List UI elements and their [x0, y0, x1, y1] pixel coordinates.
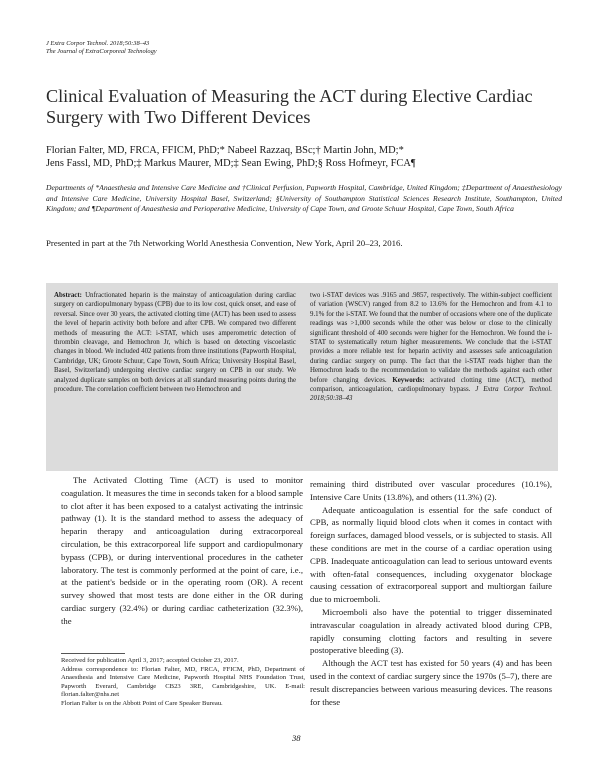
keywords-text: activated clotting time (ACT), method comparison, anticoagulation, cardiopulmonary bypass. [310, 376, 552, 394]
authors-line-1: Florian Falter, MD, FRCA, FFICM, PhD;* Nabeel Razzaq, BSc;† Martin John, MD;* [46, 145, 404, 156]
footnote-divider [61, 653, 125, 654]
authors-line-2: Jens Fassl, MD, PhD;‡ Markus Maurer, MD;‡ Sean Ewing, PhD;§ Ross Hofmeyr, FCA¶ [46, 158, 416, 170]
abstract-right-column [310, 291, 552, 404]
disclosure-line: Florian Falter is on the Abbott Point of Care Speaker Bureau. [61, 699, 223, 707]
body-paragraph-act-history: Although the ACT test has existed for 50 years (4) and has been used in the context of cardiac surgery since the 1970s (5–7), there are result discrepancies between various measuring devices. The reasons for these [310, 658, 552, 707]
intro-paragraph: The Activated Clotting Time (ACT) is used to monitor coagulation. It measures the time in seconds taken for a blood sample to clot after it has been exposed to a catalyst activating the intrinsic pathway (1). It is the standard method to assess the adequacy of heparin therapy and anticoagulation during extracorporeal circulation, be this extracorporeal life support and cardiopulmonary bypass (CPB), or during interventional procedures in the catheter laboratory. The test is commonly performed at the point of care, i.e., at the patient's bedside or in the operating room (OR). A recent survey showed that most tests are done either in the OR during cardiac surgery (32.4%) or during cardiac catheterization (32.3%), the [61, 475, 303, 626]
journal-citation: J Extra Corpor Technol. 2018;50:38–43 [46, 40, 150, 47]
page-number: 38 [292, 733, 301, 743]
correspondence-line: Address correspondence to: Florian Falter, MD, FRCA, FFICM, PhD, Department of Anaesthesia and Intensive Care Medicine, Papworth Hospital NHS Foundation Trust, Papworth Everard, Cambridge CB23 3RE, Cambridgeshire, UK. E-mail: florian.falter@nhs.net [61, 665, 305, 699]
abstract-left-text: Unfractionated heparin is the mainstay of anticoagulation during cardiac surgery on cardiopulmonary bypass (CPB) due to its low cost, quick onset, and ease of reversal. Since over 30 years, the activated clotting time (ACT) has been used to assess the level of heparin activity both before and after CPB. We compared two different methods of measuring the ACT: i-STAT, which uses amperometric detection of thrombin cleavage, and Hemochron Jr, which is based on detecting viscoelastic changes in blood. We included 402 patients from three institutions (Papworth Hospital, Cambridge, UK; Groote Schuur, Cape Town, South Africa; University Hospital Basel, Basel, Switzerland) undergoing elective cardiac surgery on CPB in our study. We analyzed duplicate samples on both devices at all standard measuring points during the procedure. The correlation coefficient between two Hemochron and [54, 292, 296, 394]
received-line: Received for publication April 3, 2017; accepted October 23, 2017. [61, 657, 239, 664]
affiliations: Departments of *Anaesthesia and Intensive Care Medicine and †Clinical Perfusion, Papworth Hospital, Cambridge, United Kingdom; ‡Department of Anaesthesiology and Intensive Care Medicine, University Hospital Basel, Switzerland; §University of Southampton Statistical Sciences Research Institute, Southampton, United Kingdom; and ¶Department of Anaesthesia and Perioperative Medicine, University of Cape Town, and Groote Schuur Hospital, Cape Town, South Africa [46, 183, 562, 214]
author-list [46, 144, 566, 171]
abstract-left-column [54, 291, 296, 394]
body-right-column [310, 478, 552, 708]
body-paragraph-microemboli: Microemboli also have the potential to trigger disseminated intravascular coagulation in already activated blood during CPB, rapidly consuming clotting factors and resulting in severe postoperative bleeding (3). [310, 606, 552, 656]
footnote [61, 657, 305, 709]
article-title: Clinical Evaluation of Measuring the ACT during Elective Cardiac Surgery with Two Different Devices [46, 86, 533, 127]
body-left-column [61, 474, 303, 628]
journal-header [46, 40, 157, 56]
abstract-label: Abstract: [54, 292, 86, 299]
body-paragraph-continued: remaining third distributed over vascular procedures (10.1%), Intensive Care Units (13.8%), and others (11.3%) (2). [310, 479, 552, 502]
journal-name: The Journal of ExtraCorporeal Technology [46, 48, 157, 56]
abstract-citation: J Extra Corpor Technol. 2018;50:38–43 [310, 386, 552, 403]
body-paragraph-anticoagulation: Adequate anticoagulation is essential for the safe conduct of CPB, as normally liquid blood clots when it comes in contact with foreign surfaces, damaged blood vessels, or is subjected to stasis. All these conditions are met in the course of a cardiac operation using CPB. Inadequate anticoagulation can lead to serious untoward events with often-fatal consequences, including oxygenator blockage causing cessation of extracorporeal support and multiorgan failure due to microemboli. [310, 504, 552, 605]
abstract-right-text: two i-STAT devices was .9165 and .9857, respectively. The within-subject coefficient of variation (WSCV) ranged from 8.2 to 13.6% for the Hemochron and from 4.1 to 9.1% for the i-STAT. We found that the number of occasions where one of the duplicate readings was >1,000 seconds while the other was below or close to the clinically significant threshold of 400 seconds were higher for the Hemochron. We found the i-STAT to systematically return higher measurements. We conclude that the i-STAT provides a more reliable test for heparin activity and assesses safe anticoagulation during cardiac surgery on pump. The fact that the i-STAT reads higher than the Hemochron leads to the recommendation to validate the methods against each other before changing devices. [310, 292, 552, 384]
presented-note: Presented in part at the 7th Networking World Anesthesia Convention, New York, April 20–23, 2016. [46, 238, 403, 248]
keywords-label: Keywords: [392, 376, 431, 384]
abstract-box [46, 283, 558, 471]
